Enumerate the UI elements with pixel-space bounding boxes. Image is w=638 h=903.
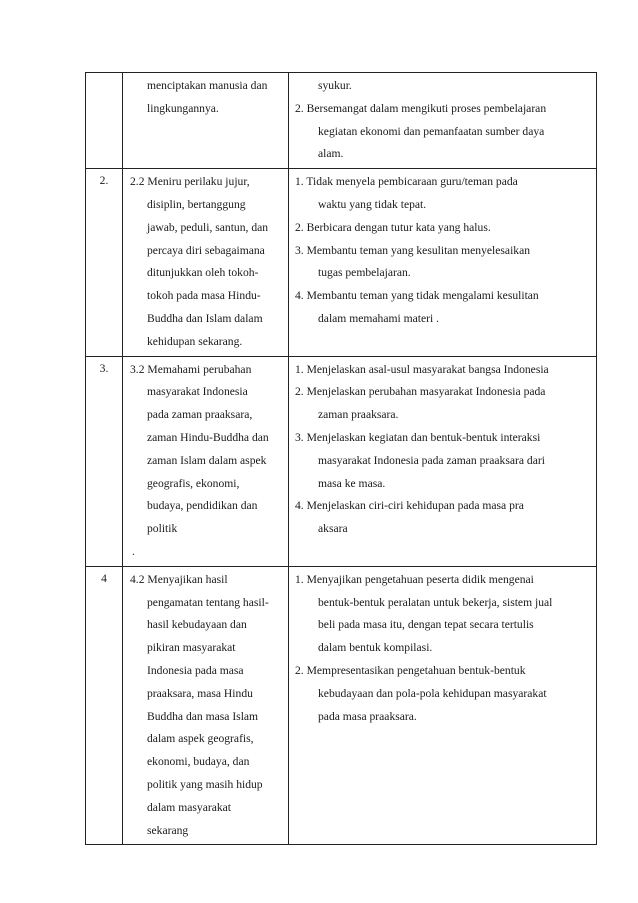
table-row (86, 566, 597, 845)
competency-line: dalam aspek geografis, (147, 732, 254, 746)
competency-line: zaman Hindu-Buddha dan (147, 430, 269, 444)
competency-line: jawab, peduli, santun, dan (147, 220, 269, 234)
competency-line: tokoh pada masa Hindu- (147, 289, 261, 303)
table-row (86, 169, 597, 356)
indicator-line: 4. Menjelaskan ciri-ciri kehidupan pada masa pra (295, 499, 524, 513)
indicator-line: waktu yang tidak tepat. (318, 197, 427, 211)
competency-line: Buddha dan masa Islam (147, 709, 259, 723)
indicator-line: 1. Menyajikan pengetahuan peserta didik mengenai (295, 572, 534, 586)
table-row (86, 356, 597, 566)
competency-line: percaya diri sebagaimana (147, 243, 265, 257)
competency-line: lingkungannya. (147, 101, 219, 115)
indicator-cell (289, 356, 597, 566)
competency-line: 3.2 Memahami perubahan (130, 362, 252, 376)
indicator-line: dalam memahami materi . (318, 311, 440, 325)
competency-line: pikiran masyarakat (147, 641, 236, 655)
indicator-line: tugas pembelajaran. (318, 266, 411, 280)
competency-cell (123, 566, 289, 845)
indicator-line: zaman praaksara. (318, 408, 399, 422)
competency-cell (123, 73, 289, 169)
competency-line: ditunjukkan oleh tokoh- (147, 266, 259, 280)
competency-line: budaya, pendidikan dan (147, 499, 258, 513)
indicator-line: 3. Menjelaskan kegiatan dan bentuk-bentuk interaksi (295, 430, 541, 444)
competency-line: Indonesia pada masa (147, 663, 244, 677)
indicator-line: dalam bentuk kompilasi. (318, 641, 433, 655)
competency-line: kehidupan sekarang. (147, 334, 243, 348)
indicator-line: aksara (318, 522, 348, 536)
indicator-line: 1. Tidak menyela pembicaraan guru/teman pada (295, 175, 518, 189)
competency-line: politik (147, 522, 178, 536)
competency-line: pengamatan tentang hasil- (147, 595, 269, 609)
indicator-line: 3. Membantu teman yang kesulitan menyelesaikan (295, 243, 531, 257)
competency-cell (123, 169, 289, 356)
competency-line: hasil kebudayaan dan (147, 618, 247, 632)
indicator-cell (289, 566, 597, 845)
indicator-line: kebudayaan dan pola-pola kehidupan masyarakat (318, 686, 547, 700)
indicator-line: alam. (318, 147, 344, 161)
competency-line: praaksara, masa Hindu (147, 686, 253, 700)
indicator-cell (289, 169, 597, 356)
indicator-line: 2. Bersemangat dalam mengikuti proses pembelajaran (295, 101, 547, 115)
competency-line: zaman Islam dalam aspek (147, 453, 267, 467)
competency-line: dalam masyarakat (147, 800, 232, 814)
row-number-cell: 2. (86, 169, 123, 356)
indicator-line: 2. Menjelaskan perubahan masyarakat Indonesia pada (295, 385, 546, 399)
indicator-line: kegiatan ekonomi dan pemanfaatan sumber daya (318, 124, 545, 138)
competency-line: ekonomi, budaya, dan (147, 755, 250, 769)
indicator-line: 4. Membantu teman yang tidak mengalami kesulitan (295, 289, 539, 303)
competency-line: geografis, ekonomi, (147, 476, 240, 490)
indicator-line: masa ke masa. (318, 476, 386, 490)
competency-line: menciptakan manusia dan (147, 79, 268, 92)
competency-cell (123, 356, 289, 566)
competency-line: masyarakat Indonesia (147, 385, 248, 399)
indicator-line: masyarakat Indonesia pada zaman praaksara dari (318, 453, 545, 467)
competency-line: politik yang masih hidup (147, 777, 263, 791)
indicator-line: beli pada masa itu, dengan tepat secara tertulis (318, 618, 534, 632)
indicator-cell (289, 73, 597, 169)
indicator-line: pada masa praaksara. (318, 709, 417, 723)
competency-line: sekarang (147, 823, 189, 837)
competency-line: 2.2 Meniru perilaku jujur, (130, 175, 250, 189)
row-number-cell: 4 (86, 566, 123, 845)
row-number-cell (86, 73, 123, 169)
indicator-line: 2. Berbicara dengan tutur kata yang halus. (295, 220, 491, 234)
competency-trailing-mark: . (132, 544, 135, 558)
indicator-line: 2. Mempresentasikan pengetahuan bentuk-bentuk (295, 663, 526, 677)
table-row (86, 73, 597, 169)
competency-line: Buddha dan Islam dalam (147, 311, 263, 325)
competency-line: pada zaman praaksara, (147, 408, 253, 422)
competency-table (85, 72, 597, 845)
indicator-line: bentuk-bentuk peralatan untuk bekerja, sistem jual (318, 595, 553, 609)
competency-line: 4.2 Menyajikan hasil (130, 572, 228, 586)
indicator-line: 1. Menjelaskan asal-usul masyarakat bangsa Indonesia (295, 362, 549, 376)
row-number-cell: 3. (86, 356, 123, 566)
indicator-line: syukur. (318, 79, 352, 92)
competency-line: disiplin, bertanggung (147, 197, 246, 211)
